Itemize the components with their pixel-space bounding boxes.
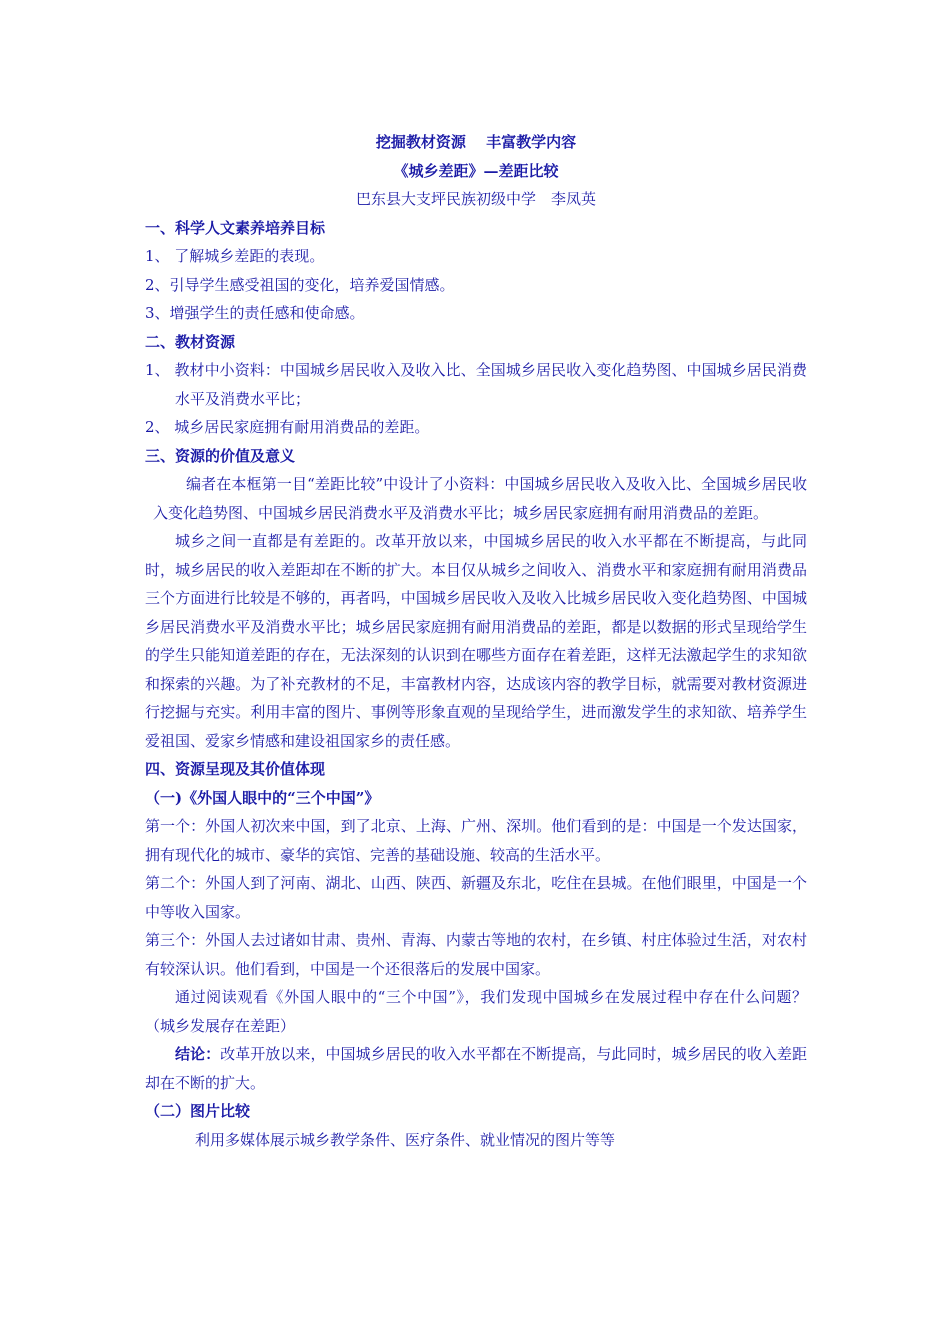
document-subtitle: 《城乡差距》—差距比较 bbox=[393, 161, 559, 180]
document-body bbox=[145, 128, 807, 1154]
paragraph: 第三个：外国人去过诸如甘肃、贵州、青海、内蒙古等地的农村，在乡镇、村庄体验过生活，对农村有较深认识。他们看到，中国是一个还很落后的发展中国家。 bbox=[145, 931, 807, 978]
conclusion-label: 结论： bbox=[175, 1045, 221, 1063]
list-item: 2、 城乡居民家庭拥有耐用消费品的差距。 bbox=[145, 418, 430, 436]
list-item: 1、 了解城乡差距的表现。 bbox=[145, 247, 325, 265]
section-heading: 四、资源呈现及其价值体现 bbox=[145, 760, 326, 778]
list-item: 3、增强学生的责任感和使命感。 bbox=[145, 304, 365, 322]
conclusion-paragraph bbox=[145, 1040, 807, 1097]
list-item: 2、引导学生感受祖国的变化，培养爱国情感。 bbox=[145, 275, 455, 294]
paragraph: 利用多媒体展示城乡教学条件、医疗条件、就业情况的图片等等 bbox=[195, 1130, 616, 1149]
paragraph: 城乡之间一直都是有差距的。改革开放以来，中国城乡居民的收入水平都在不断提高，与此同时，城乡居民的收入差距却在不断的扩大。本目仅从城乡之间收入、消费水平和家庭拥有耐用消费品三个方面进行比较是不够的，再者吗，中国城乡居民收入及收入比城乡居民收入变化趋势图、中国城乡居民消费水平及消费水平比；城乡居民家庭拥有耐用消费品的差距，都是以数据的形式呈现给学生的学生只能知道差距的存在，无法深刻的认识到在哪些方面存在着差距，这样无法激起学生的求知欲和探索的兴趣。为了补充教材的不足，丰富教材内容，达成该内容的教学目标，就需要对教材资源进行挖掘与充实。利用丰富的图片、事例等形象直观的呈现给学生，进而激发学生的求知欲、培养学生爱祖国、爱家乡情感和建设祖国家乡的责任感。 bbox=[145, 532, 807, 750]
list-item: 1、 教材中小资料：中国城乡居民收入及收入比、全国城乡居民收入变化趋势图、中国城乡居民消费水平及消费水平比； bbox=[145, 361, 807, 408]
section-heading: 二、教材资源 bbox=[145, 332, 236, 351]
subsection-heading: （二）图片比较 bbox=[145, 1102, 251, 1120]
subsection-heading: （一)《外国人眼中的“三个中国”》 bbox=[145, 788, 380, 807]
paragraph: 第二个：外国人到了河南、湖北、山西、陕西、新疆及东北，吃住在县城。在他们眼里，中国是一个中等收入国家。 bbox=[145, 874, 807, 921]
conclusion-text: 改革开放以来，中国城乡居民的收入水平都在不断提高，与此同时，城乡居民的收入差距却在不断的扩大。 bbox=[145, 1045, 807, 1092]
paragraph: 第一个：外国人初次来中国，到了北京、上海、广州、深圳。他们看到的是：中国是一个发达国家，拥有现代化的城市、豪华的宾馆、完善的基础设施、较高的生活水平。 bbox=[145, 817, 807, 864]
document-author: 巴东县大支坪民族初级中学 李凤英 bbox=[355, 190, 596, 208]
section-heading: 三、资源的价值及意义 bbox=[145, 446, 296, 465]
document-title: 挖掘教材资源 丰富教学内容 bbox=[375, 133, 577, 151]
section-heading: 一、科学人文素养培养目标 bbox=[145, 218, 326, 237]
paragraph: 通过阅读观看《外国人眼中的“三个中国”》，我们发现中国城乡在发展过程中存在什么问题？（城乡发展存在差距） bbox=[145, 988, 807, 1035]
paragraph: 编者在本框第一目“差距比较”中设计了小资料：中国城乡居民收入及收入比、全国城乡居民收入变化趋势图、中国城乡居民消费水平及消费水平比；城乡居民家庭拥有耐用消费品的差距。 bbox=[153, 475, 807, 522]
